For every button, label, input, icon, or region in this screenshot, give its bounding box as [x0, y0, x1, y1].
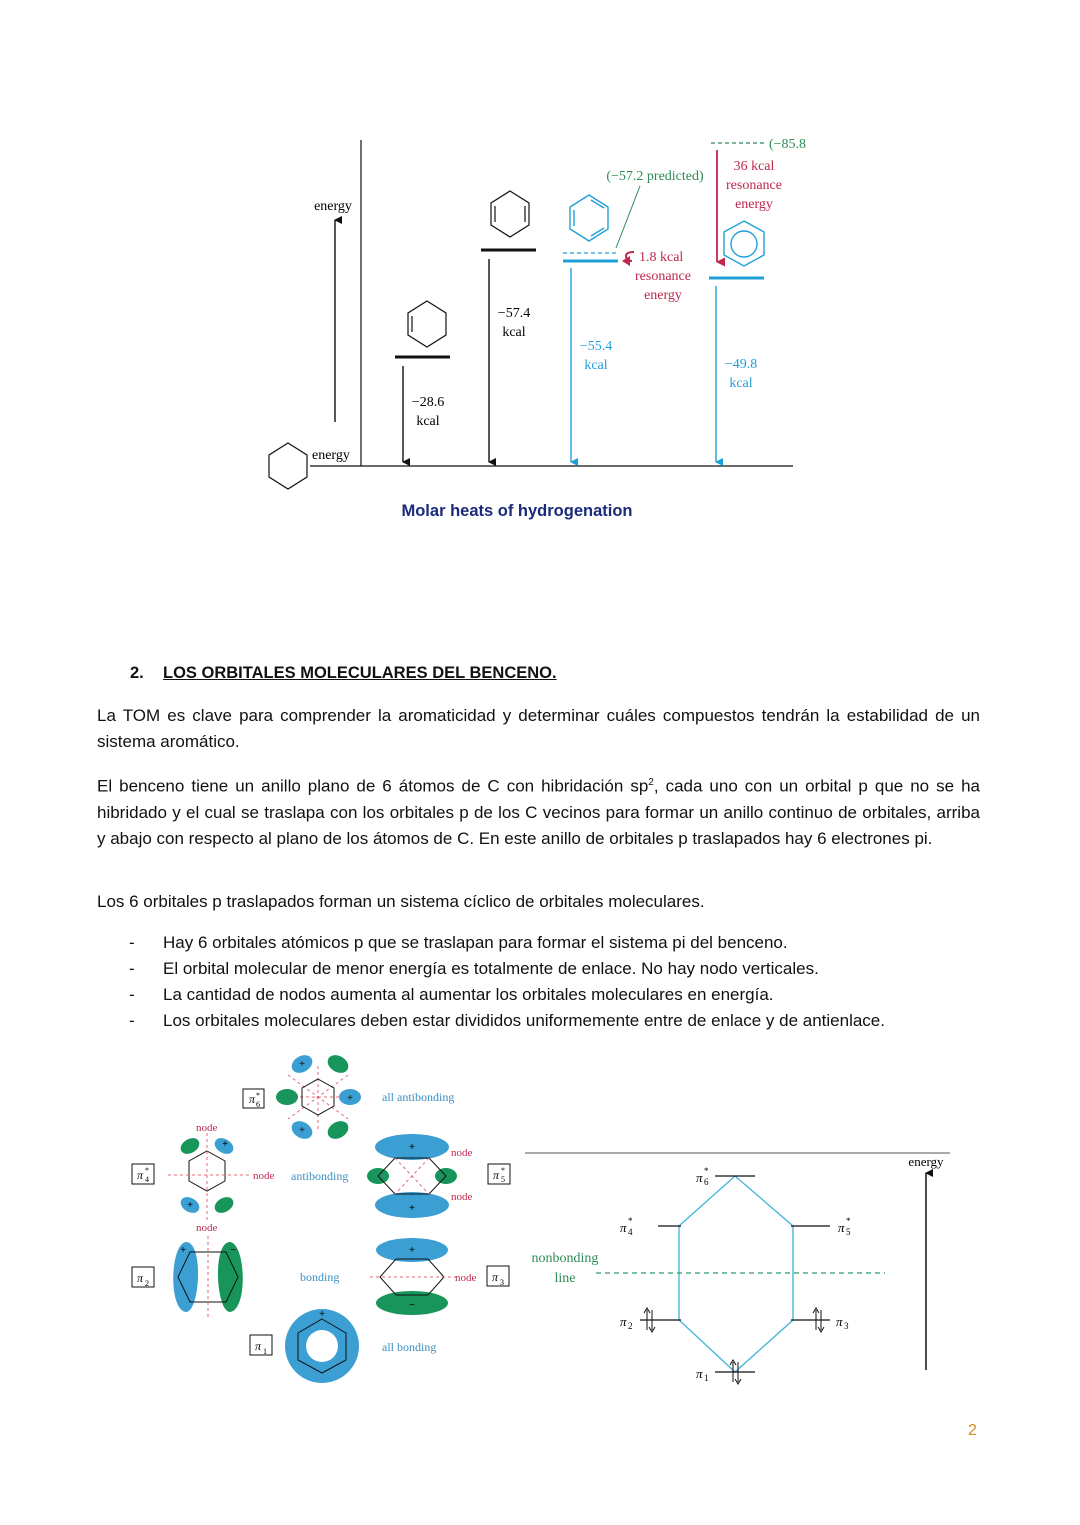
mo-connector [679, 1176, 793, 1372]
diene-unit: kcal [584, 358, 608, 373]
svg-text:+: + [180, 1245, 186, 1256]
svg-text:π: π [836, 1314, 843, 1329]
paragraph-benceno: El benceno tiene un anillo plano de 6 átomos de C con hibridación $sp^2$, cada uno con un orbital p que no se ha hibridado y el cual se traslapa con los orbitales p de los C vecinos para formar un anillo continuo de orbitales, arriba y abajo con respecto al plano de los átomos de C. En este anillo de orbitales p traslapados hay 6 electrones pi. [97, 776, 980, 848]
svg-text:+: + [299, 1125, 305, 1136]
list-item: - La cantidad de nodos aumenta al aumentar los orbitales moleculares en energía. [129, 985, 774, 1004]
svg-text:+: + [187, 1200, 193, 1211]
svg-text:nonbonding: nonbonding [531, 1251, 599, 1266]
svg-text:π: π [255, 1339, 262, 1353]
kekule-benzene-icon [570, 195, 608, 241]
page-number: 2 [968, 1422, 977, 1439]
section-number: 2. [130, 664, 144, 682]
pi3-orbital [370, 1238, 456, 1315]
svg-text:+: + [222, 1139, 228, 1150]
svg-text:3: 3 [500, 1278, 504, 1287]
svg-text:line: line [554, 1271, 576, 1286]
cyclohexane-icon [269, 443, 307, 489]
svg-text:1: 1 [704, 1373, 709, 1383]
predicted-triene: (−85.8 [769, 137, 807, 152]
svg-text:1: 1 [263, 1347, 267, 1356]
svg-text:−: − [230, 1245, 236, 1256]
pi1-orbital [285, 1309, 359, 1383]
pi2-orbital [173, 1236, 243, 1318]
svg-text:π: π [493, 1168, 500, 1182]
cyclohexene-icon [408, 301, 446, 347]
cyclohexene-unit: kcal [416, 414, 440, 429]
svg-text:π: π [249, 1092, 256, 1106]
svg-text:π: π [838, 1220, 845, 1235]
svg-text:*: * [145, 1166, 149, 1175]
svg-text:5: 5 [846, 1227, 851, 1237]
svg-text:+: + [299, 1059, 305, 1070]
energy-axis-label: energy [314, 199, 352, 214]
svg-text:π: π [620, 1314, 627, 1329]
resonance-big-1: 36 kcal [733, 159, 775, 174]
pi4-star-orbital [168, 1133, 250, 1220]
bullet-list [97, 930, 980, 1034]
benzene-value: −49.8 [724, 357, 758, 372]
pi5-star-orbital [367, 1134, 457, 1218]
pi6-star-orbital [276, 1052, 361, 1143]
figure1-caption: Molar heats of hydrogenation [401, 502, 633, 520]
resonance-small-3: energy [644, 288, 682, 303]
paragraph-orbitales: Los 6 orbitales p traslapados forman un sistema cíclico de orbitales moleculares. [97, 892, 705, 911]
baseline-energy-label: energy [312, 448, 350, 463]
svg-text:node: node [196, 1222, 218, 1234]
svg-text:node: node [196, 1122, 218, 1134]
svg-text:π: π [696, 1366, 703, 1381]
svg-text:6: 6 [704, 1177, 709, 1187]
resonance-small-1: 1.8 kcal [639, 250, 684, 265]
predicted-label: (−57.2 predicted) [606, 169, 704, 184]
svg-text:+: + [319, 1309, 325, 1320]
svg-text:*: * [256, 1091, 260, 1100]
resonance-big-3: energy [735, 197, 773, 212]
list-item: - Hay 6 orbitales atómicos p que se traslapan para formar el sistema pi del benceno. [129, 933, 788, 952]
resonance-small-2: resonance [635, 269, 691, 284]
svg-text:3: 3 [844, 1321, 849, 1331]
svg-text:*: * [501, 1166, 505, 1175]
bonding-label: bonding [300, 1270, 340, 1284]
svg-text:+: + [409, 1142, 415, 1153]
svg-text:+: + [347, 1093, 353, 1104]
svg-text:4: 4 [628, 1227, 633, 1237]
svg-text:π: π [696, 1170, 703, 1185]
resonance-big-2: resonance [726, 178, 782, 193]
hydrogenation-diagram [0, 0, 1080, 540]
svg-text:π: π [137, 1168, 144, 1182]
antibonding-label: antibonding [291, 1169, 349, 1183]
list-item: - Los orbitales moleculares deben estar divididos uniformemente entre de enlace y de antienlace. [129, 1011, 885, 1030]
svg-text:2: 2 [145, 1279, 149, 1288]
cyclohexadiene-value: −57.4 [497, 306, 531, 321]
diene-value: −55.4 [579, 339, 613, 354]
svg-text:π: π [137, 1271, 144, 1285]
svg-text:+: + [409, 1245, 415, 1256]
svg-text:+: + [409, 1203, 415, 1214]
paragraph-tom: La TOM es clave para comprender la aromaticidad y determinar cuáles compuestos tendrán la estabilidad de un sistema aromático. [97, 706, 980, 751]
svg-text:5: 5 [501, 1175, 505, 1184]
svg-text:6: 6 [256, 1100, 260, 1109]
benzene-unit: kcal [729, 376, 753, 391]
svg-text:−: − [409, 1300, 415, 1311]
all-antibonding-label: all antibonding [382, 1090, 455, 1104]
benzene-mo-diagram [0, 1040, 1080, 1400]
cyclohexadiene-icon [491, 191, 529, 237]
all-bonding-label: all bonding [382, 1340, 437, 1354]
svg-text:π: π [492, 1270, 499, 1284]
svg-text:*: * [846, 1216, 851, 1226]
cyclohexene-value: −28.6 [411, 395, 445, 410]
svg-text:2: 2 [628, 1321, 633, 1331]
svg-text:node: node [451, 1147, 473, 1159]
benzene-icon [724, 221, 764, 266]
svg-text:node: node [451, 1191, 473, 1203]
svg-text:node: node [253, 1170, 275, 1182]
svg-text:node: node [455, 1272, 477, 1284]
svg-text:*: * [704, 1166, 709, 1176]
svg-text:π: π [620, 1220, 627, 1235]
svg-text:4: 4 [145, 1175, 149, 1184]
svg-text:*: * [628, 1216, 633, 1226]
section-title-text: LOS ORBITALES MOLECULARES DEL BENCENO. [163, 664, 557, 682]
section-title [130, 664, 557, 683]
list-item: - El orbital molecular de menor energía es totalmente de enlace. No hay nodo verticales. [129, 959, 819, 978]
energy-label: energy [908, 1154, 944, 1169]
cyclohexadiene-unit: kcal [502, 325, 526, 340]
